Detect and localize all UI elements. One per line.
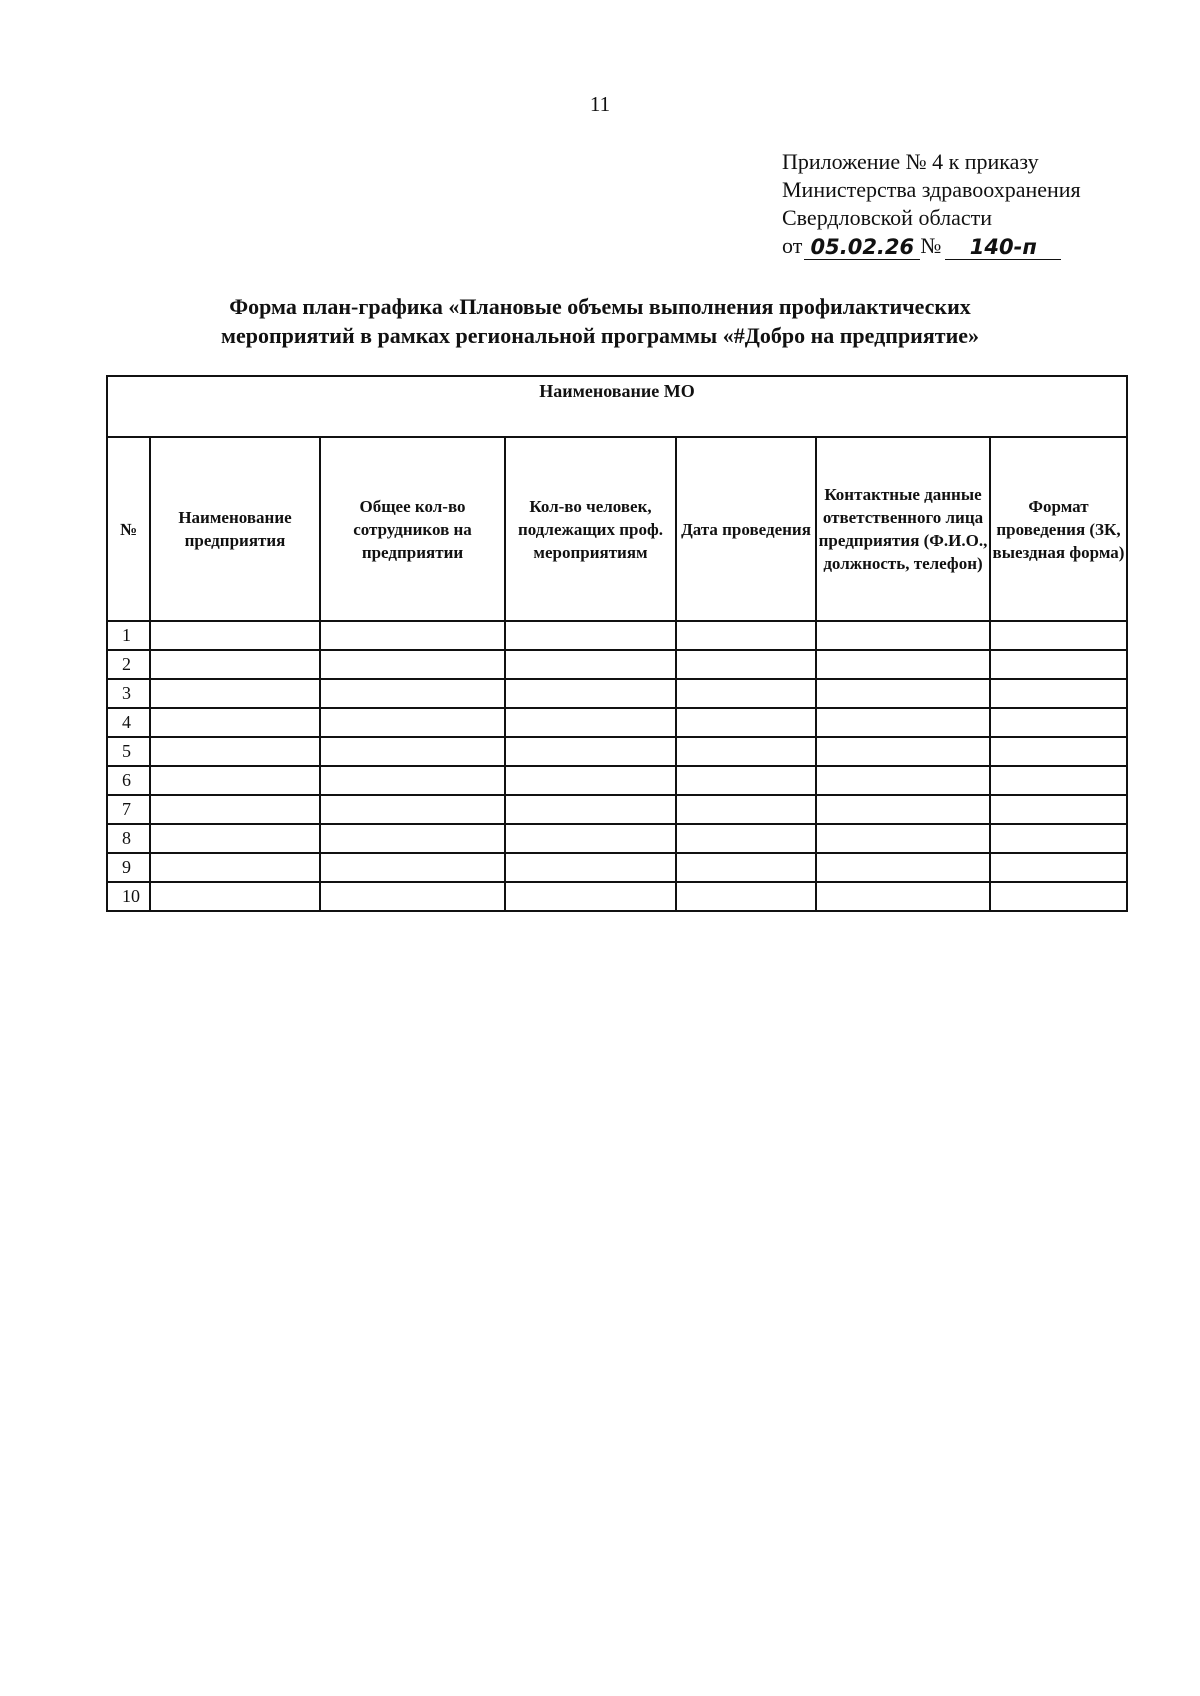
column-header-number: № (107, 437, 150, 621)
plan-schedule-table (106, 375, 1128, 912)
appendix-line-1: Приложение № 4 к приказу (782, 149, 1039, 174)
cell-format[interactable] (990, 650, 1127, 679)
column-header-enterprise-name: Наименование предприятия (150, 437, 320, 621)
cell-format[interactable] (990, 824, 1127, 853)
cell-format[interactable] (990, 621, 1127, 650)
cell-total-employees[interactable] (320, 679, 505, 708)
cell-people-subject[interactable] (505, 795, 676, 824)
cell-date[interactable] (676, 795, 816, 824)
table-row (107, 853, 1127, 882)
cell-total-employees[interactable] (320, 824, 505, 853)
cell-people-subject[interactable] (505, 679, 676, 708)
table-row (107, 824, 1127, 853)
cell-total-employees[interactable] (320, 737, 505, 766)
cell-total-employees[interactable] (320, 795, 505, 824)
cell-total-employees[interactable] (320, 708, 505, 737)
cell-contact-data[interactable] (816, 679, 990, 708)
table-row (107, 650, 1127, 679)
cell-format[interactable] (990, 853, 1127, 882)
cell-enterprise-name[interactable] (150, 737, 320, 766)
row-number: 7 (107, 795, 150, 824)
row-number: 3 (107, 679, 150, 708)
appendix-line-2: Министерства здравоохранения (782, 177, 1081, 202)
column-header-total-employees: Общее кол-во сотрудников на предприятии (320, 437, 505, 621)
row-number: 10 (107, 882, 150, 911)
row-number: 9 (107, 853, 150, 882)
cell-format[interactable] (990, 882, 1127, 911)
cell-people-subject[interactable] (505, 853, 676, 882)
cell-date[interactable] (676, 737, 816, 766)
cell-enterprise-name[interactable] (150, 650, 320, 679)
row-number: 8 (107, 824, 150, 853)
page-number: 11 (589, 92, 611, 116)
row-number: 2 (107, 650, 150, 679)
cell-contact-data[interactable] (816, 795, 990, 824)
table-row (107, 795, 1127, 824)
cell-contact-data[interactable] (816, 824, 990, 853)
cell-date[interactable] (676, 882, 816, 911)
cell-enterprise-name[interactable] (150, 621, 320, 650)
cell-contact-data[interactable] (816, 766, 990, 795)
cell-date[interactable] (676, 621, 816, 650)
column-header-contact-data: Контактные данные ответственного лица предприятия (Ф.И.О., должность, телефон) (816, 437, 990, 621)
cell-people-subject[interactable] (505, 824, 676, 853)
cell-format[interactable] (990, 737, 1127, 766)
cell-date[interactable] (676, 650, 816, 679)
cell-date[interactable] (676, 824, 816, 853)
column-header-date: Дата проведения (676, 437, 816, 621)
cell-total-employees[interactable] (320, 853, 505, 882)
cell-contact-data[interactable] (816, 737, 990, 766)
order-date-line (782, 232, 1081, 260)
cell-enterprise-name[interactable] (150, 853, 320, 882)
appendix-line-3: Свердловской области (782, 205, 992, 230)
table-row (107, 766, 1127, 795)
handwritten-date: 05.02.26 (804, 235, 920, 260)
table-row (107, 882, 1127, 911)
appendix-block (782, 148, 1081, 260)
table-row (107, 679, 1127, 708)
cell-people-subject[interactable] (505, 882, 676, 911)
cell-enterprise-name[interactable] (150, 708, 320, 737)
cell-people-subject[interactable] (505, 621, 676, 650)
cell-people-subject[interactable] (505, 650, 676, 679)
cell-people-subject[interactable] (505, 766, 676, 795)
column-header-format: Формат проведения (ЗК, выездная форма) (990, 437, 1127, 621)
title-line-1: Форма план-графика «Плановые объемы выполнения профилактических (229, 294, 971, 319)
table-row (107, 621, 1127, 650)
document-title (100, 292, 1100, 350)
cell-people-subject[interactable] (505, 708, 676, 737)
cell-total-employees[interactable] (320, 650, 505, 679)
cell-contact-data[interactable] (816, 650, 990, 679)
cell-total-employees[interactable] (320, 766, 505, 795)
cell-format[interactable] (990, 679, 1127, 708)
cell-date[interactable] (676, 766, 816, 795)
cell-enterprise-name[interactable] (150, 679, 320, 708)
cell-contact-data[interactable] (816, 882, 990, 911)
cell-enterprise-name[interactable] (150, 824, 320, 853)
cell-people-subject[interactable] (505, 737, 676, 766)
row-number: 6 (107, 766, 150, 795)
from-label: от (782, 233, 803, 258)
cell-total-employees[interactable] (320, 621, 505, 650)
row-number: 4 (107, 708, 150, 737)
cell-date[interactable] (676, 853, 816, 882)
cell-enterprise-name[interactable] (150, 766, 320, 795)
row-number: 1 (107, 621, 150, 650)
number-label: № (920, 233, 942, 258)
cell-date[interactable] (676, 679, 816, 708)
cell-format[interactable] (990, 795, 1127, 824)
mo-name-header: Наименование МО (107, 376, 1127, 437)
cell-contact-data[interactable] (816, 708, 990, 737)
column-header-people-subject: Кол-во человек, подлежащих проф. мероприятиям (505, 437, 676, 621)
table-row (107, 708, 1127, 737)
title-line-2: мероприятий в рамках региональной программы «#Добро на предприятие» (220, 323, 980, 348)
cell-date[interactable] (676, 708, 816, 737)
handwritten-order-number: 140-п (945, 235, 1061, 260)
cell-contact-data[interactable] (816, 621, 990, 650)
table-row (107, 737, 1127, 766)
cell-format[interactable] (990, 766, 1127, 795)
cell-format[interactable] (990, 708, 1127, 737)
cell-enterprise-name[interactable] (150, 882, 320, 911)
row-number: 5 (107, 737, 150, 766)
cell-contact-data[interactable] (816, 853, 990, 882)
cell-enterprise-name[interactable] (150, 795, 320, 824)
cell-total-employees[interactable] (320, 882, 505, 911)
